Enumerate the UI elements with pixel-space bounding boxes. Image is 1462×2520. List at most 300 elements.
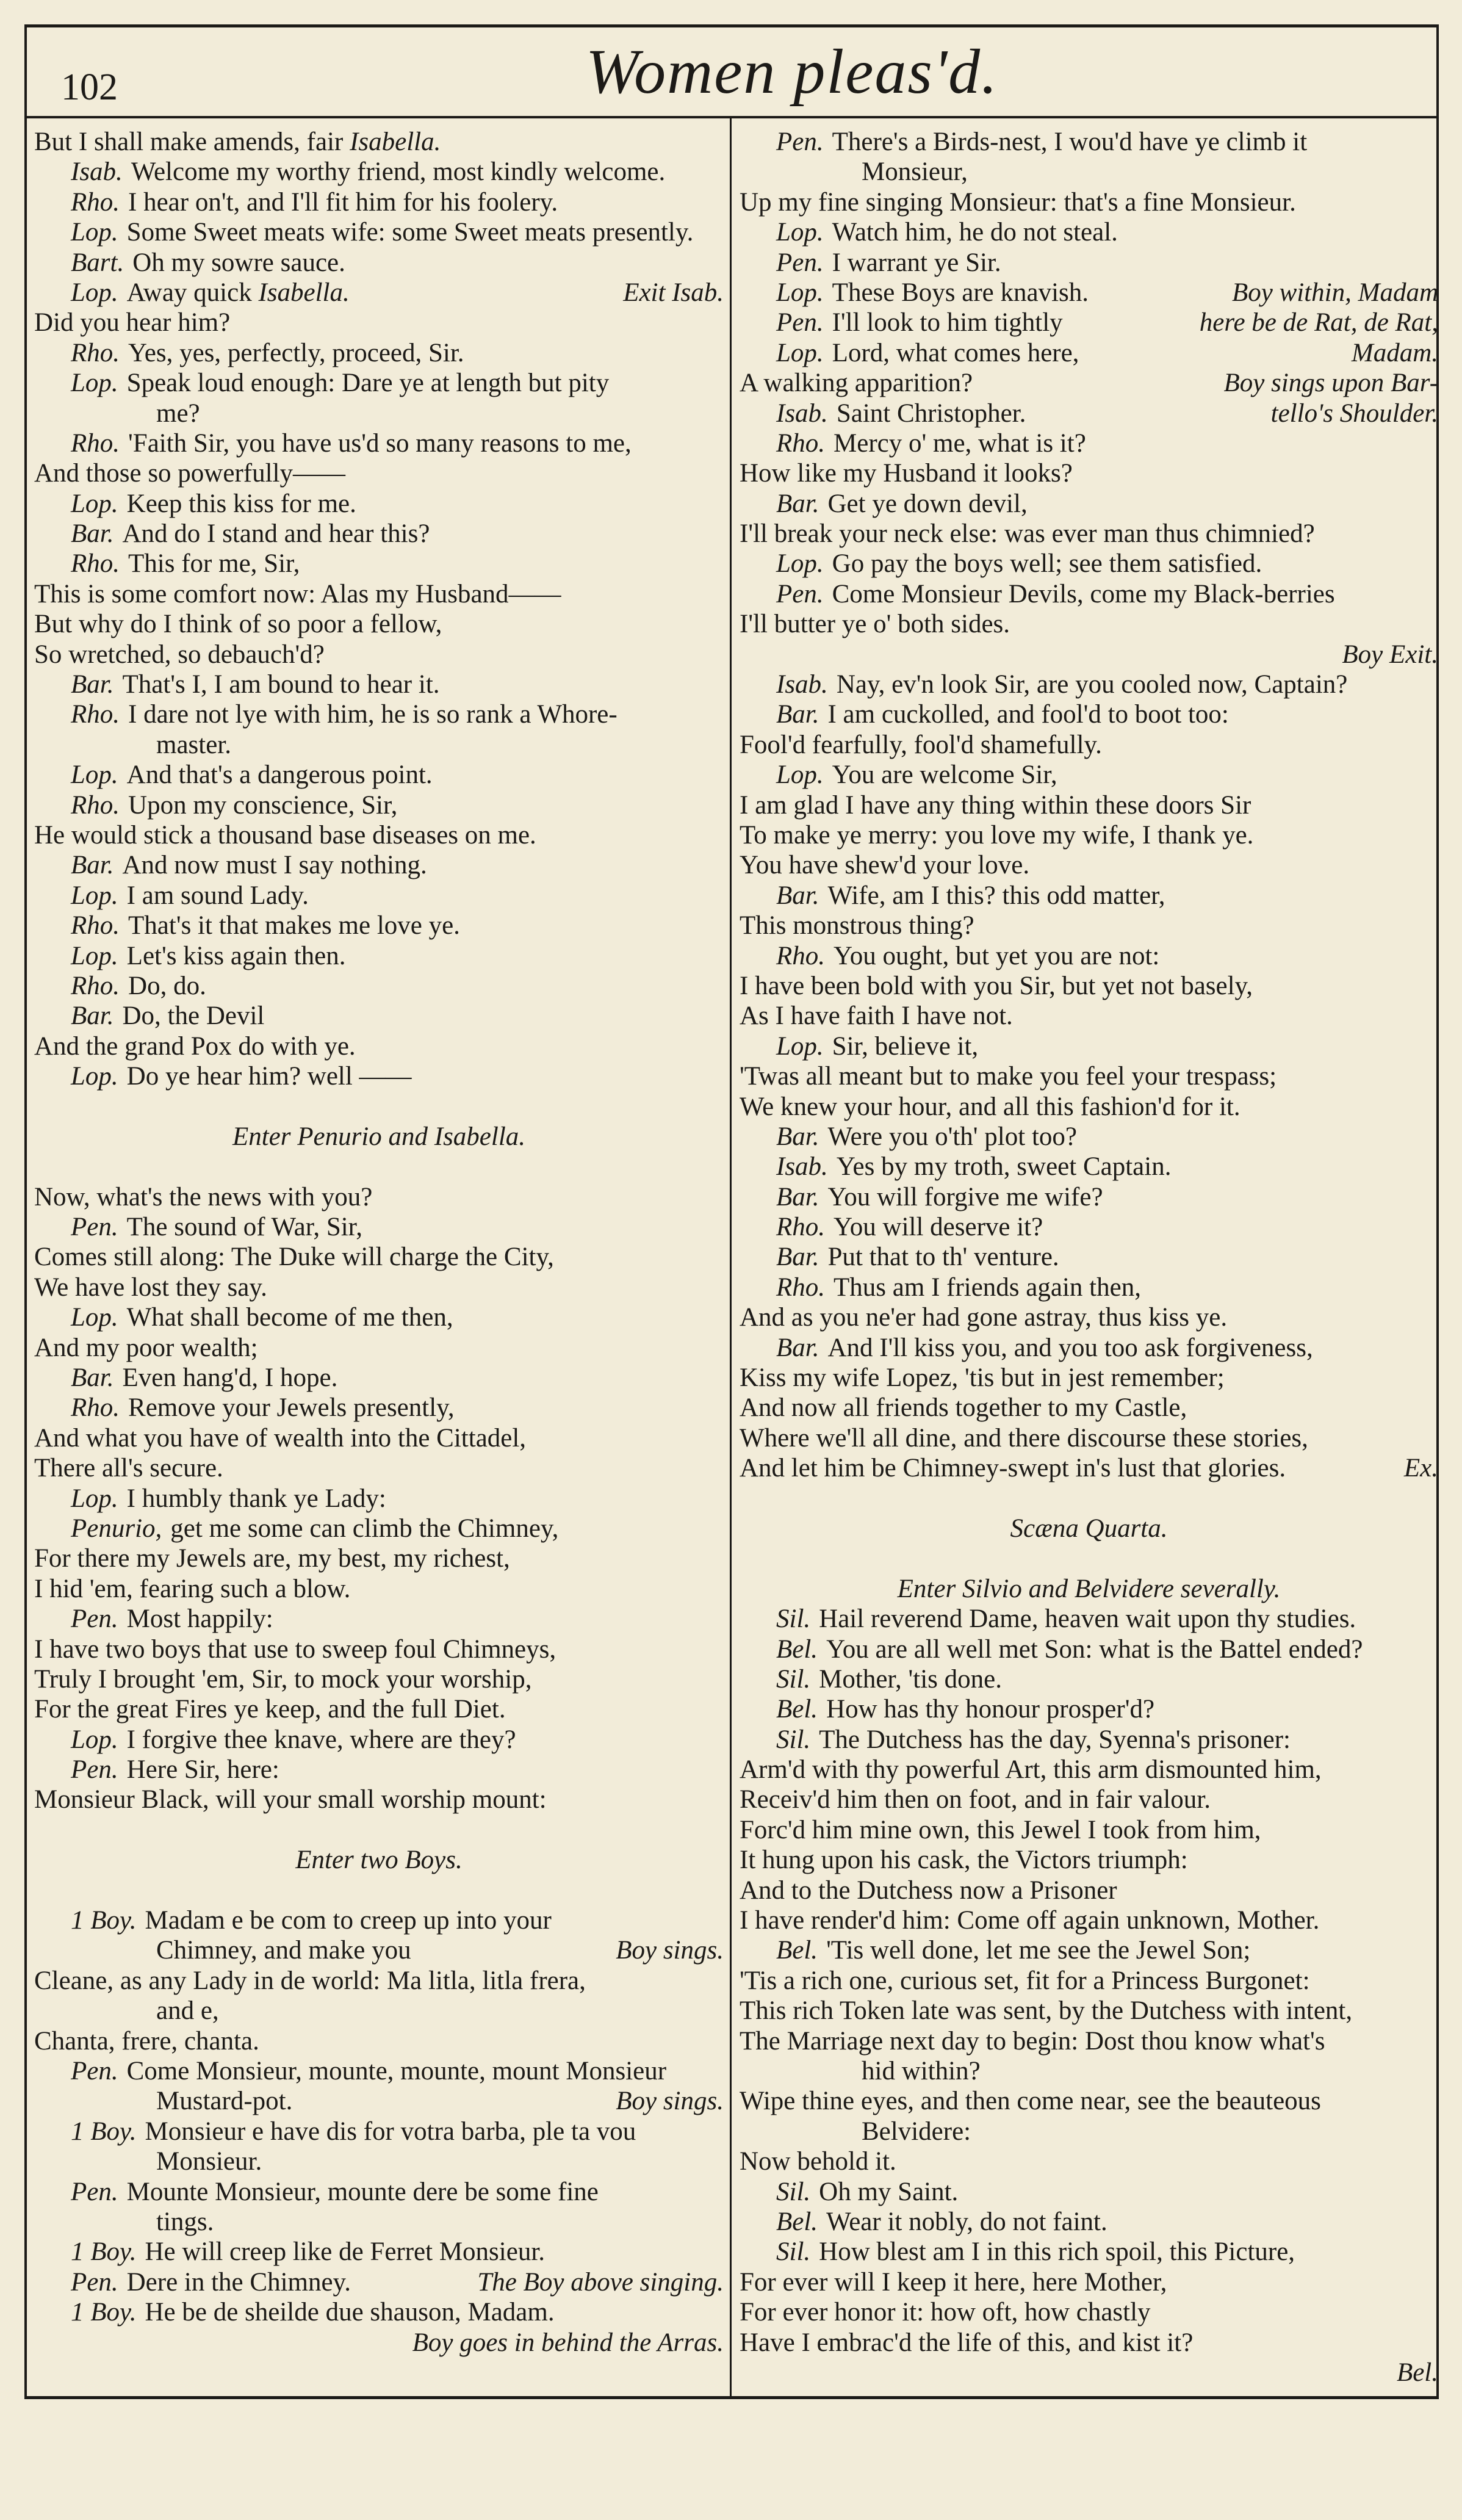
text-line [34, 1031, 724, 1061]
text-line [740, 1815, 1438, 1845]
stage-direction [34, 1845, 724, 1875]
right-stage-direction: Boy sings. [616, 2087, 724, 2116]
verse-text: For ever honor it: how oft, how chastly [740, 2298, 1151, 2327]
text-line [34, 1996, 724, 2026]
text-line [740, 640, 1438, 670]
speaker-name: 1 Boy. [71, 2117, 137, 2146]
text-line [740, 2328, 1438, 2358]
text-line [740, 1302, 1438, 1332]
column-divider [730, 118, 732, 2399]
speaker-name: Pen. [776, 579, 824, 608]
verse-text: There's a Birds-nest, I wou'd have ye climb it [832, 128, 1308, 156]
text-line [740, 1634, 1438, 1664]
verse-text: But I shall make amends, fair [34, 128, 350, 156]
right-stage-direction: Bel. [1396, 2358, 1438, 2387]
verse-text: Even hang'd, I hope. [122, 1363, 338, 1393]
speaker-name: Isab. [776, 1152, 828, 1182]
verse-text: Fool'd fearfully, fool'd shamefully. [740, 730, 1102, 759]
text-line [34, 187, 724, 217]
verse-text: Let's kiss again then. [126, 941, 346, 970]
stage-direction-text: Scæna Quarta. [1010, 1514, 1168, 1543]
verse-text: Truly I brought 'em, Sir, to mock your worship, [34, 1664, 532, 1694]
text-line [740, 1092, 1438, 1122]
verse-text: Wipe thine eyes, and then come near, see the beauteous [740, 2087, 1321, 2116]
text-line [740, 2358, 1438, 2388]
text-line [740, 127, 1438, 157]
continuation-text: Belvidere: [862, 2117, 971, 2146]
verse-text: And to the Dutchess now a Prisoner [740, 1876, 1117, 1905]
speaker-name: Lop. [776, 1031, 824, 1061]
continuation-text: Monsieur. [156, 2147, 262, 2176]
verse-text: Were you o'th' plot too? [827, 1122, 1077, 1151]
verse-text: The Marriage next day to begin: Dost thou know what's [740, 2026, 1325, 2056]
text-line [34, 1302, 724, 1332]
text-line [34, 850, 724, 880]
continuation-text: Monsieur, [862, 157, 968, 187]
speaker-name: Pen. [71, 1605, 118, 1634]
verse-text: Come Monsieur Devils, come my Black-berries [832, 579, 1335, 608]
text-line [740, 1363, 1438, 1393]
verse-text: This for me, Sir, [128, 549, 300, 579]
text-line [740, 1001, 1438, 1031]
speaker-name: Lop. [776, 278, 824, 307]
text-line [740, 308, 1438, 338]
text-line [34, 217, 724, 247]
speaker-name: Bar. [776, 1122, 819, 1151]
text-line [740, 1905, 1438, 1935]
continuation-text: Chimney, and make you [156, 1936, 411, 1965]
text-line [34, 579, 724, 609]
verse-text: Up my fine singing Monsieur: that's a fine Monsieur. [740, 187, 1296, 217]
text-line [34, 941, 724, 971]
verse-text: 'Tis a rich one, curious set, fit for a Princess Burgonet: [740, 1966, 1310, 1995]
speaker-name: Lop. [776, 760, 824, 790]
text-line [740, 1694, 1438, 1724]
speaker-name: Lop. [71, 218, 118, 247]
text-line [740, 1122, 1438, 1152]
speaker-name: Rho. [776, 1273, 826, 1302]
verse-text: How blest am I in this rich spoil, this Picture, [819, 2237, 1295, 2267]
text-line [740, 2267, 1438, 2297]
verse-text: Come Monsieur, mounte, mounte, mount Monsieur [126, 2057, 667, 2085]
speaker-name: Lop. [71, 760, 118, 790]
stage-direction-text: Enter Penurio and Isabella. [232, 1122, 526, 1151]
verse-text: This rich Token late was sent, by the Dutchess with intent, [740, 1996, 1353, 2026]
speaker-name: Bart. [71, 248, 124, 277]
text-line [740, 609, 1438, 639]
text-line [34, 1061, 724, 1091]
text-line [740, 1935, 1438, 1965]
verse-text: But why do I think of so poor a fellow, [34, 610, 442, 639]
verse-text: Oh my sowre sauce. [132, 248, 345, 277]
right-column [740, 127, 1438, 2388]
stage-direction [740, 1514, 1438, 1543]
text-line [740, 941, 1438, 971]
speaker-name: Rho. [71, 338, 120, 367]
verse-text: We have lost they say. [34, 1273, 267, 1302]
speaker-name: Rho. [71, 971, 120, 1000]
verse-text: And that's a dangerous point. [126, 760, 433, 790]
text-line [740, 187, 1438, 217]
verse-text: And now all friends together to my Castle, [740, 1393, 1187, 1423]
text-line [34, 2056, 724, 2086]
verse-text: 'Twas all meant but to make you feel your trespass; [740, 1062, 1277, 1091]
speaker-name: Isab. [776, 399, 828, 428]
text-line [740, 2146, 1438, 2176]
text-line [34, 519, 724, 549]
verse-text: You will forgive me wife? [827, 1182, 1103, 1211]
verse-text: Yes, yes, perfectly, proceed, Sir. [128, 338, 464, 367]
text-line [34, 1725, 724, 1755]
text-line [740, 1061, 1438, 1091]
left-border-rule [24, 24, 27, 2399]
text-line [740, 670, 1438, 699]
verse-text: It hung upon his cask, the Victors triumph: [740, 1846, 1188, 1875]
text-line [34, 2026, 724, 2056]
right-stage-direction: The Boy above singing. [477, 2267, 724, 2297]
speaker-name: Sil. [776, 1725, 811, 1754]
text-line [740, 1152, 1438, 1182]
continuation-text: Mustard-pot. [156, 2087, 293, 2116]
verse-text: And let him be Chimney-swept in's lust that glories. [740, 1454, 1286, 1483]
verse-text: Away quick [126, 278, 259, 307]
verse-text: A walking apparition? [740, 369, 973, 398]
page-number: 102 [61, 67, 118, 108]
verse-text: And do I stand and hear this? [122, 519, 430, 549]
verse-text: Have I embrac'd the life of this, and kist it? [740, 2328, 1194, 2357]
text-line [740, 1966, 1438, 1996]
text-line [740, 1845, 1438, 1875]
text-line [34, 2146, 724, 2176]
text-line [34, 1634, 724, 1664]
verse-text: So wretched, so debauch'd? [34, 640, 325, 669]
text-line [740, 760, 1438, 790]
speaker-name: Bar. [71, 1363, 114, 1393]
verse-text: Comes still along: The Duke will charge the City, [34, 1243, 554, 1272]
continuation-text: hid within? [862, 2057, 981, 2085]
verse-text: I have two boys that use to sweep foul Chimneys, [34, 1634, 556, 1664]
speaker-name: Bar. [71, 851, 114, 880]
text-line [740, 579, 1438, 609]
right-stage-direction: Exit Isab. [623, 278, 724, 307]
text-line [34, 1664, 724, 1694]
left-column [34, 127, 724, 2358]
text-line [34, 971, 724, 1001]
verse-text: These Boys are knavish. [832, 278, 1089, 307]
italic-name: Isabella. [258, 278, 350, 307]
speaker-name: Lop. [776, 338, 824, 367]
speaker-name: Bel. [776, 1634, 818, 1664]
text-line [740, 2117, 1438, 2146]
verse-text: You have shew'd your love. [740, 851, 1030, 880]
verse-text: You ought, but yet you are not: [834, 941, 1160, 970]
speaker-name: Pen. [71, 1213, 118, 1242]
verse-text: He would stick a thousand base diseases on me. [34, 820, 536, 850]
verse-text: Cleane, as any Lady in de world: Ma litla, litla frera, [34, 1966, 586, 1995]
text-line [34, 640, 724, 670]
speaker-name: 1 Boy. [71, 1906, 137, 1935]
verse-text: Welcome my worthy friend, most kindly welcome. [131, 157, 666, 187]
speaker-name: Pen. [71, 1755, 118, 1785]
text-line [740, 820, 1438, 850]
verse-text: Here Sir, here: [126, 1755, 279, 1785]
verse-text: And what you have of wealth into the Cittadel, [34, 1423, 527, 1453]
verse-text: This monstrous thing? [740, 911, 974, 940]
verse-text: Sir, believe it, [832, 1031, 979, 1061]
speaker-name: Lop. [71, 369, 118, 398]
verse-text: Yes by my troth, sweet Captain. [836, 1152, 1172, 1182]
speaker-name: Rho. [776, 1213, 826, 1242]
text-line [34, 1212, 724, 1242]
verse-text: Most happily: [126, 1605, 273, 1634]
speaker-name: Pen. [71, 2177, 118, 2206]
text-line [34, 1905, 724, 1935]
verse-text: get me some can climb the Chimney, [170, 1514, 559, 1543]
text-line [34, 127, 724, 157]
speaker-name: Rho. [71, 790, 120, 820]
speaker-name: Bar. [71, 519, 114, 549]
verse-text: Did you hear him? [34, 308, 231, 338]
verse-text: Thus am I friends again then, [834, 1273, 1141, 1302]
verse-text: Keep this kiss for me. [126, 489, 356, 518]
verse-text: He will creep like de Ferret Monsieur. [145, 2237, 546, 2267]
speaker-name: Bar. [776, 881, 819, 910]
text-line [34, 1484, 724, 1514]
verse-text: I'll look to him tightly [832, 308, 1063, 338]
text-line [740, 1725, 1438, 1755]
top-border-rule [24, 24, 1439, 27]
text-line [740, 248, 1438, 278]
verse-text: Forc'd him mine own, this Jewel I took from him, [740, 1815, 1261, 1844]
verse-text: Wear it nobly, do not faint. [826, 2207, 1107, 2236]
verse-text: The Dutchess has the day, Syenna's prisoner: [819, 1725, 1291, 1754]
speaker-name: Lop. [71, 489, 118, 518]
text-line [740, 2207, 1438, 2237]
text-line [34, 2207, 724, 2237]
text-line [740, 790, 1438, 820]
continuation-text: master. [156, 730, 231, 759]
verse-text: I hid 'em, fearing such a blow. [34, 1574, 351, 1603]
verse-text: For ever will I keep it here, here Mother, [740, 2267, 1167, 2297]
verse-text: There all's secure. [34, 1454, 223, 1483]
text-line [34, 881, 724, 911]
speaker-name: Lop. [71, 941, 118, 970]
text-line [34, 670, 724, 699]
speaker-name: Sil. [776, 2237, 811, 2267]
text-line [740, 1664, 1438, 1694]
text-line [34, 1333, 724, 1363]
spacer [34, 1876, 724, 1905]
speaker-name: Pen. [71, 2267, 118, 2297]
verse-text: Get ye down devil, [827, 489, 1028, 518]
verse-text: Go pay the boys well; see them satisfied. [832, 549, 1262, 579]
text-line [34, 308, 724, 338]
speaker-name: Rho. [776, 428, 826, 458]
text-line [740, 338, 1438, 368]
speaker-name: Bar. [776, 1182, 819, 1211]
text-line [34, 248, 724, 278]
speaker-name: Lop. [71, 1062, 118, 1091]
verse-text: I humbly thank ye Lady: [126, 1484, 386, 1513]
speaker-name: Lop. [71, 1484, 118, 1513]
text-line [740, 971, 1438, 1001]
verse-text: Monsieur Black, will your small worship mount: [34, 1785, 547, 1814]
text-line [740, 1212, 1438, 1242]
verse-text: I have been bold with you Sir, but yet not basely, [740, 971, 1253, 1000]
verse-text: How like my Husband it looks? [740, 459, 1073, 488]
verse-text: Lord, what comes here, [832, 338, 1079, 367]
text-line [740, 881, 1438, 911]
text-line [34, 2297, 724, 2327]
speaker-name: Bar. [71, 1002, 114, 1031]
text-line [740, 519, 1438, 549]
verse-text: I forgive thee knave, where are they? [126, 1725, 516, 1754]
verse-text: Now behold it. [740, 2147, 896, 2176]
speaker-name: 1 Boy. [71, 2298, 137, 2327]
continuation-text: tings. [156, 2207, 214, 2236]
header-rule [24, 116, 1439, 118]
speaker-name: Sil. [776, 2177, 811, 2206]
running-title: Women pleas'd. [586, 37, 999, 107]
text-line [740, 217, 1438, 247]
speaker-name: Rho. [71, 1393, 120, 1423]
text-line [34, 399, 724, 428]
verse-text: Upon my conscience, Sir, [128, 790, 398, 820]
text-line [34, 489, 724, 519]
verse-text: I am cuckolled, and fool'd to boot too: [827, 700, 1229, 729]
speaker-name: Lop. [71, 278, 118, 307]
speaker-name: Rho. [71, 428, 120, 458]
text-line [34, 1966, 724, 1996]
speaker-name: Rho. [71, 187, 120, 217]
text-line [740, 2297, 1438, 2327]
verse-text: I'll break your neck else: was ever man thus chimnied? [740, 519, 1315, 549]
continuation-text: and e, [156, 1996, 219, 2026]
speaker-name: Rho. [71, 549, 120, 579]
text-line [740, 1996, 1438, 2026]
text-line [34, 2267, 724, 2297]
verse-text: And as you ne'er had gone astray, thus kiss ye. [740, 1303, 1228, 1332]
text-line [34, 609, 724, 639]
verse-text: The sound of War, Sir, [126, 1213, 363, 1242]
speaker-name: Lop. [776, 218, 824, 247]
speaker-name: Pen. [776, 248, 824, 277]
text-line [34, 1935, 724, 1965]
spacer [740, 1484, 1438, 1514]
text-line [34, 1423, 724, 1453]
text-line [34, 2177, 724, 2207]
verse-text: Madam e be com to creep up into your [145, 1906, 552, 1935]
verse-text: I hear on't, and I'll fit him for his foolery. [128, 187, 558, 217]
text-line [740, 1273, 1438, 1302]
right-stage-direction: Boy sings upon Bar- [1223, 369, 1438, 398]
verse-text: He be de sheilde due shauson, Madam. [145, 2298, 555, 2327]
verse-text: For the great Fires ye keep, and the full Diet. [34, 1695, 506, 1724]
text-line [34, 338, 724, 368]
stage-direction [740, 1574, 1438, 1604]
verse-text: I have render'd him: Come off again unknown, Mother. [740, 1906, 1320, 1935]
speaker-name: Bar. [776, 700, 819, 729]
verse-text: Arm'd with thy powerful Art, this arm dismounted him, [740, 1755, 1322, 1785]
verse-text: For there my Jewels are, my best, my richest, [34, 1544, 510, 1573]
text-line [34, 760, 724, 790]
verse-text: Some Sweet meats wife: some Sweet meats presently. [126, 218, 694, 247]
verse-text: I am sound Lady. [126, 881, 309, 910]
verse-text: And I'll kiss you, and you too ask forgiveness, [827, 1333, 1313, 1362]
text-line [34, 1242, 724, 1272]
text-line [34, 1453, 724, 1483]
speaker-name: Isab. [71, 157, 123, 187]
verse-text: And my poor wealth; [34, 1333, 258, 1362]
text-line [34, 1393, 724, 1423]
verse-text: Do, do. [128, 971, 206, 1000]
spacer [34, 1815, 724, 1845]
italic-name: Isabella. [350, 128, 441, 156]
text-line [740, 428, 1438, 458]
verse-text: I warrant ye Sir. [832, 248, 1001, 277]
right-stage-direction: Boy within, Madam [1232, 278, 1438, 307]
text-line [740, 2177, 1438, 2207]
text-line [740, 399, 1438, 428]
speaker-name: Lop. [776, 549, 824, 579]
stage-direction-text: Enter two Boys. [295, 1846, 463, 1875]
right-stage-direction: Ex. [1403, 1454, 1438, 1483]
speaker-name: Pen. [776, 308, 824, 338]
text-line [740, 1755, 1438, 1785]
text-line [34, 1273, 724, 1302]
verse-text: We knew your hour, and all this fashion'd for it. [740, 1092, 1241, 1121]
text-line [740, 2086, 1438, 2116]
verse-text: As I have faith I have not. [740, 1002, 1013, 1031]
text-line [34, 1182, 724, 1212]
verse-text: Mother, 'tis done. [819, 1664, 1002, 1694]
verse-text: 'Tis well done, let me see the Jewel Son; [826, 1936, 1251, 1965]
speaker-name: Lop. [71, 881, 118, 910]
text-line [740, 1423, 1438, 1453]
verse-text: Mercy o' me, what is it? [834, 428, 1086, 458]
text-line [34, 790, 724, 820]
text-line [34, 428, 724, 458]
speaker-name: Sil. [776, 1664, 811, 1694]
text-line [740, 458, 1438, 488]
continuation-text: me? [156, 399, 200, 428]
verse-text: Remove your Jewels presently, [128, 1393, 455, 1423]
text-line [740, 2237, 1438, 2267]
text-line [34, 2086, 724, 2116]
text-line [34, 1001, 724, 1031]
text-line [740, 157, 1438, 187]
text-line [740, 911, 1438, 940]
text-line [740, 1876, 1438, 1905]
speaker-name: Sil. [776, 1605, 811, 1634]
verse-text: That's I, I am bound to hear it. [122, 670, 440, 699]
text-line [740, 278, 1438, 308]
right-stage-direction: Boy sings. [616, 1936, 724, 1965]
text-line [740, 2056, 1438, 2086]
text-line [34, 1755, 724, 1785]
verse-text: Mounte Monsieur, mounte dere be some fine [126, 2177, 599, 2206]
text-line [34, 2237, 724, 2267]
speaker-name: Bel. [776, 1695, 818, 1724]
speaker-name: Pen. [776, 128, 824, 156]
verse-text: Speak loud enough: Dare ye at length but pity [126, 369, 610, 398]
text-line [34, 458, 724, 488]
text-line [740, 549, 1438, 579]
text-line [34, 699, 724, 729]
speaker-name: Lop. [71, 1725, 118, 1754]
bottom-border-rule [24, 2396, 1439, 2399]
verse-text: And the grand Pox do with ye. [34, 1031, 356, 1061]
